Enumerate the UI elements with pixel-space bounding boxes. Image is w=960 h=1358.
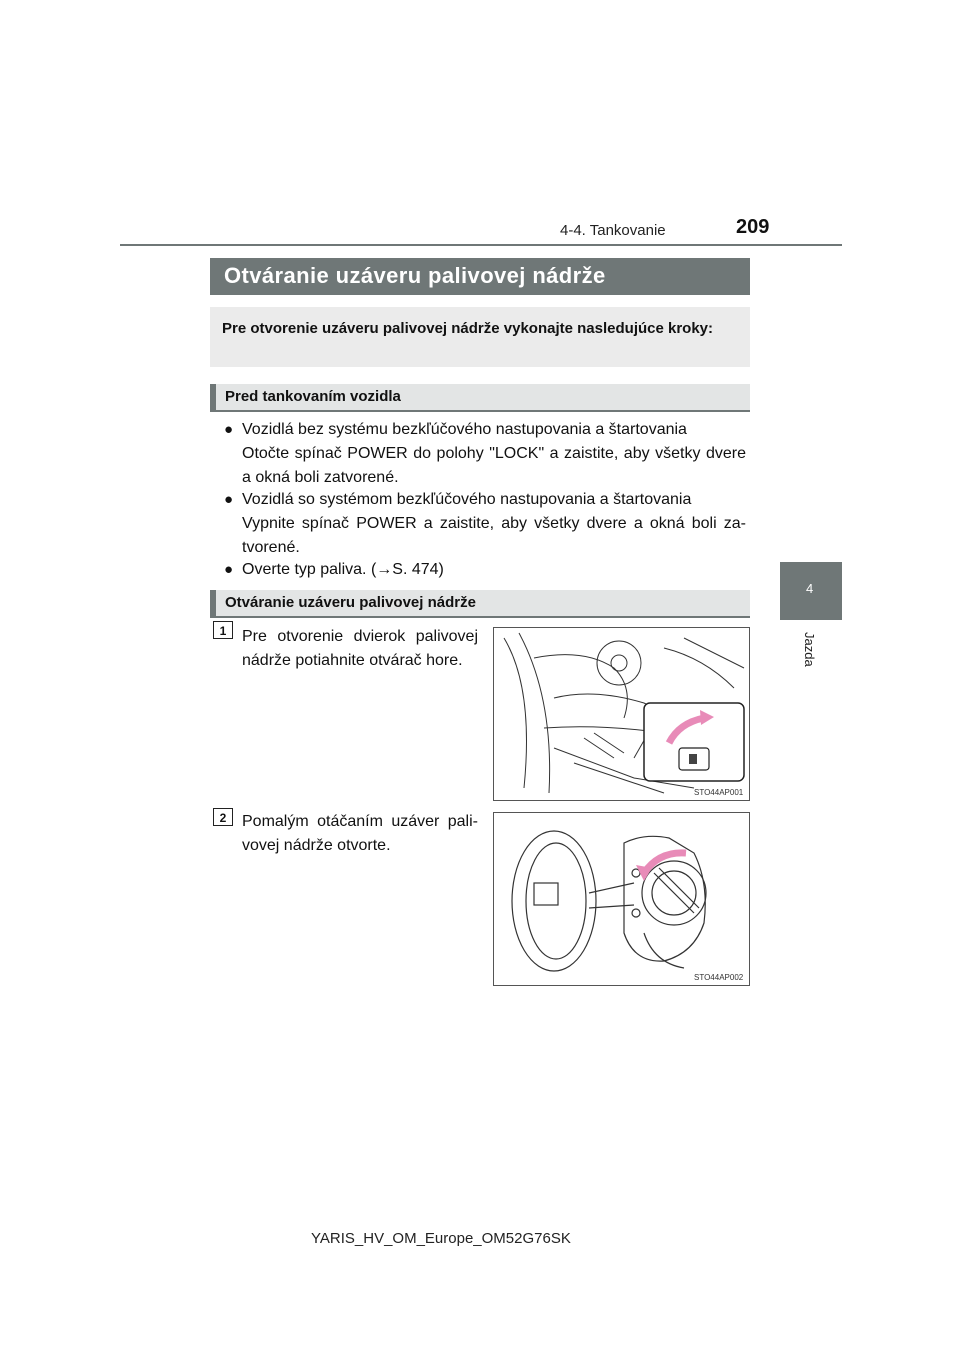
bullet-item [224, 558, 746, 582]
bullet-icon: ● [224, 421, 234, 438]
figure-fuel-door-opener [493, 627, 750, 801]
step-2-text: Pomalým otáčaním uzáver pali-vovej nádrže otvorte. [242, 813, 478, 854]
section-header: 4-4. Tankovanie [560, 222, 666, 239]
bullet-icon: ● [224, 491, 234, 508]
bullet-text: Vypnite spínač POWER a zaistite, aby všetky dvere a okná boli za-tvorené. [242, 515, 746, 556]
chapter-label: Jazda [802, 632, 817, 667]
page-title: Otváranie uzáveru palivovej nádrže [210, 258, 750, 295]
section-heading-before-refueling: Pred tankovaním vozidla [210, 384, 750, 412]
car-interior-illustration [494, 628, 749, 800]
section-heading-opening-cap: Otváranie uzáveru palivovej nádrže [210, 590, 750, 618]
step-number-2: 2 [213, 808, 233, 826]
bullet-icon: ● [224, 561, 234, 578]
document-footer: YARIS_HV_OM_Europe_OM52G76SK [311, 1230, 571, 1247]
bullet-item [224, 488, 746, 560]
page-number: 209 [736, 216, 770, 238]
figure-2-label: STO44AP002 [694, 973, 744, 982]
bullet-text: Otočte spínač POWER do polohy "LOCK" a zaistite, aby všetky dvere a okná boli zatvorené. [242, 445, 746, 486]
header-divider [120, 244, 842, 246]
bullet-title: Vozidlá so systémom bezkľúčového nastupovania a štartovania [242, 491, 692, 508]
chapter-number: 4 [806, 581, 814, 596]
bullet-title: Vozidlá bez systému bezkľúčového nastupovania a štartovania [242, 421, 687, 438]
step-1-text: Pre otvorenie dvierok palivovej nádrže potiahnite otvárač hore. [242, 628, 478, 669]
figure-1-label: STO44AP001 [694, 788, 744, 797]
figure-fuel-cap [493, 812, 750, 986]
fuel-cap-illustration [494, 813, 749, 985]
intro-box: Pre otvorenie uzáveru palivovej nádrže vykonajte nasledujúce kroky: [210, 307, 750, 367]
bullet-item [224, 418, 746, 490]
step-number-1: 1 [213, 621, 233, 639]
bullet-title: Overte typ paliva. (→S. 474) [242, 561, 444, 578]
